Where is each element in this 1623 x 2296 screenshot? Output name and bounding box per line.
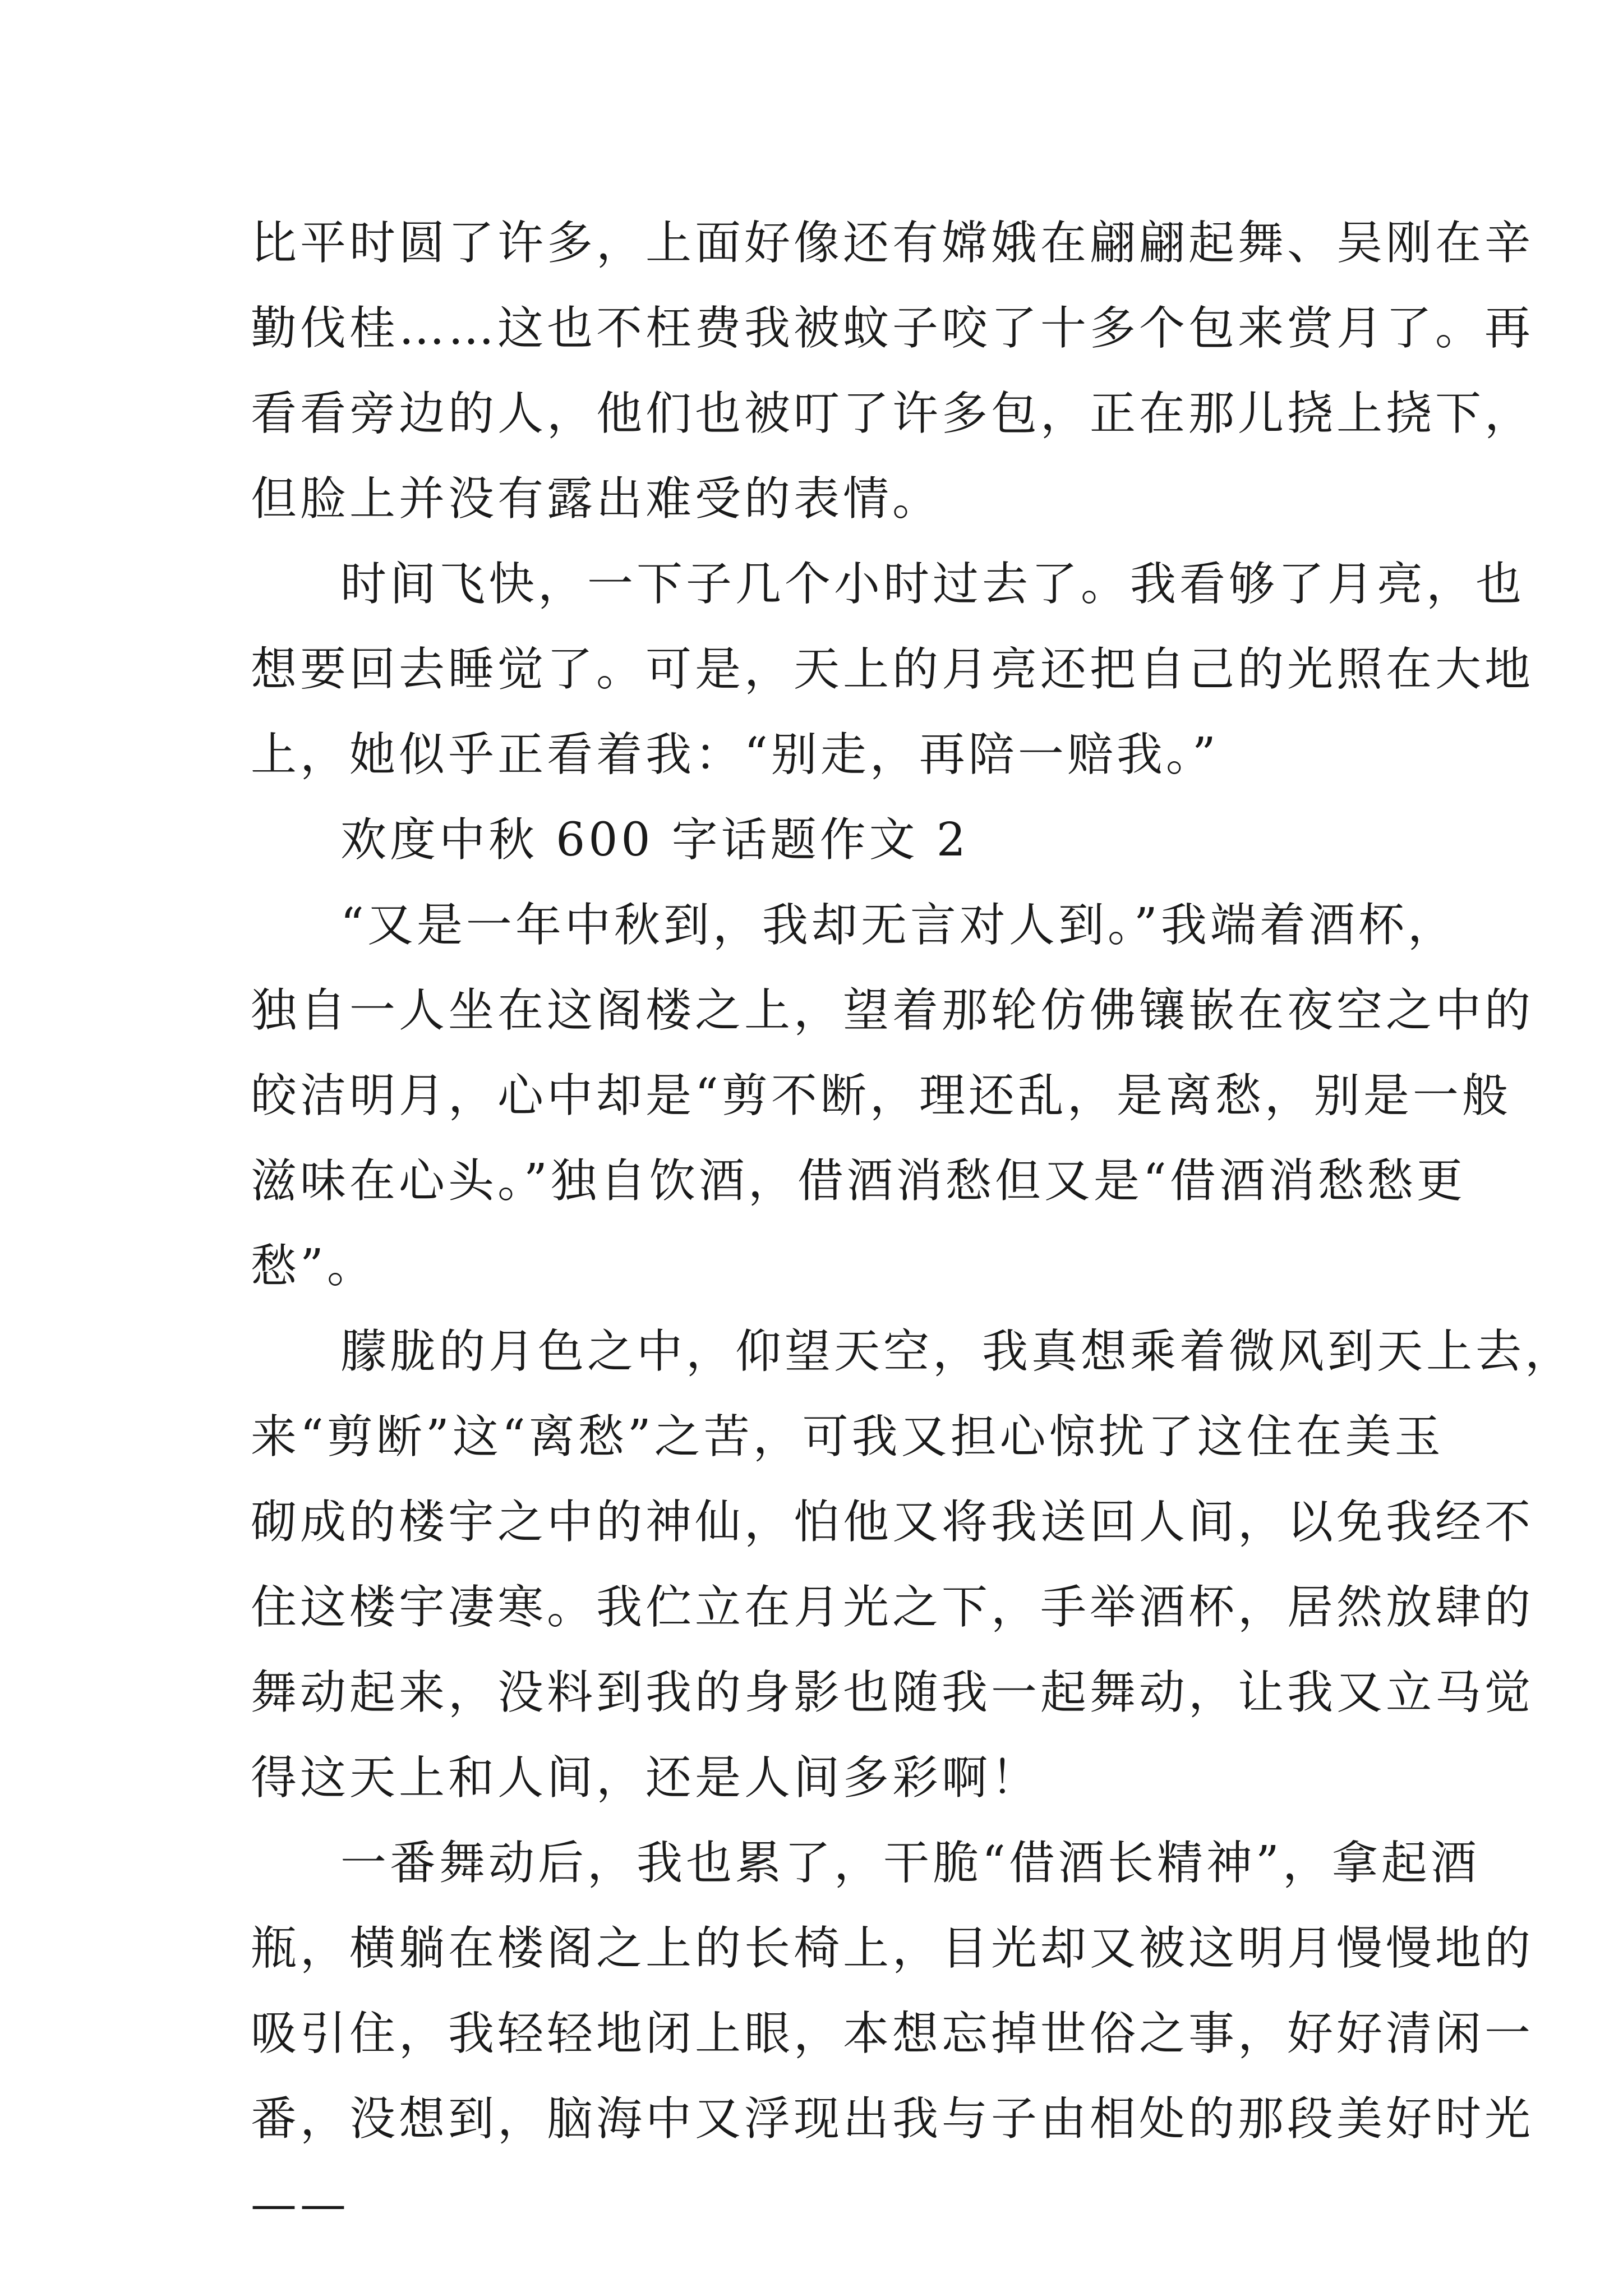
text-line: 吸引住，我轻轻地闭上眼，本想忘掉世俗之事，好好清闲一 (251, 2007, 1534, 2060)
text-line: 得这天上和人间，还是人间多彩啊！ (251, 1751, 1041, 1805)
text-line: 勤伐桂……这也不枉费我被蚊子咬了十多个包来赏月了。再 (251, 302, 1534, 355)
text-line: 时间飞快，一下子几个小时过去了。我看够了月亮，也 (340, 558, 1525, 611)
text-line: 一番舞动后，我也累了，干脆“借酒长精神”，拿起酒 (340, 1837, 1480, 1890)
text-line: 皎洁明月，心中却是“剪不断，理还乱，是离愁，别是一般 (251, 1069, 1511, 1122)
text-line: 滋味在心头。”独自饮酒，借酒消愁但又是“借酒消愁愁更 (251, 1154, 1466, 1208)
text-line: “又是一年中秋到，我却无言对人到。”我端着酒杯， (340, 899, 1457, 952)
text-line: 来“剪断”这“离愁”之苦，可我又担心惊扰了这住在美玉 (251, 1410, 1444, 1464)
text-line: 上，她似乎正看着我：“别走，再陪一赔我。” (251, 728, 1219, 781)
text-line: 但脸上并没有露出难受的表情。 (251, 472, 942, 526)
text-line: 住这楼宇凄寒。我伫立在月光之下，手举酒杯，居然放肆的 (251, 1581, 1534, 1634)
text-line: 比平时圆了许多，上面好像还有嫦娥在翩翩起舞、吴刚在辛 (251, 217, 1534, 270)
text-line: 砌成的楼宇之中的神仙，怕他又将我送回人间，以免我经不 (251, 1496, 1534, 1549)
text-line: 想要回去睡觉了。可是，天上的月亮还把自己的光照在大地 (251, 643, 1534, 696)
text-line: 独自一人坐在这阁楼之上，望着那轮仿佛镶嵌在夜空之中的 (251, 984, 1534, 1037)
body-text (251, 201, 1575, 2247)
text-line: 舞动起来，没料到我的身影也随我一起舞动，让我又立马觉 (251, 1666, 1534, 1719)
text-line: 番，没想到，脑海中又浮现出我与子由相处的那段美好时光 (251, 2092, 1534, 2146)
text-line: 朦胧的月色之中，仰望天空，我真想乘着微风到天上去， (340, 1325, 1575, 1378)
text-line: 愁”。 (251, 1240, 376, 1293)
text-line: 瓶，横躺在楼阁之上的长椅上，目光却又被这明月慢慢地的 (251, 1922, 1534, 1975)
text-line: —— (251, 2178, 349, 2231)
text-line: 欢度中秋 600 字话题作文 2 (340, 813, 969, 867)
text-line: 看看旁边的人，他们也被叮了许多包，正在那儿挠上挠下， (251, 387, 1534, 440)
